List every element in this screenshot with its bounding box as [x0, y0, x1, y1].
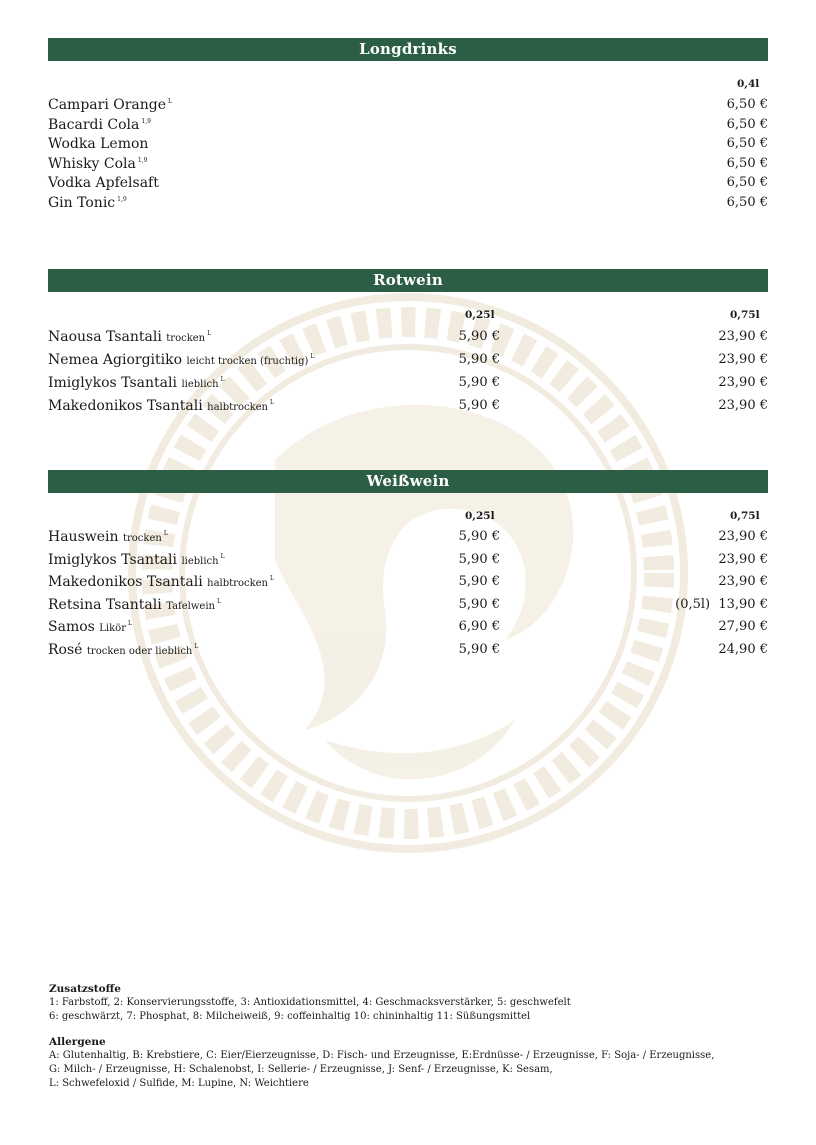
price: 5,90 €: [458, 329, 500, 344]
menu-item-row: [48, 329, 768, 351]
additive-marker: L: [127, 620, 132, 627]
item-note: lieblich: [181, 555, 219, 567]
item-note: Likör: [99, 623, 126, 634]
menu-item-row: [48, 398, 768, 420]
rotwein-section: [48, 269, 768, 414]
menu-item-row: [48, 375, 768, 397]
price: 5,90 €: [458, 375, 500, 390]
item-name: Bacardi Cola $^{1,9}$: [48, 116, 151, 133]
price: 5,90 €: [458, 398, 500, 413]
price: 23,90 €: [718, 398, 768, 413]
menu-item-row: [48, 597, 768, 619]
price: 5,90 €: [458, 641, 500, 657]
price: 5,90 €: [458, 574, 500, 589]
item-name: Hauswein trocken $^L$: [48, 529, 168, 545]
size-header: 0,4l: [737, 78, 760, 90]
price: 23,90 €: [718, 352, 768, 367]
menu-item-row: [48, 352, 768, 374]
item-name: Wodka Lemon: [48, 136, 149, 153]
price: 23,90 €: [718, 551, 768, 567]
additive-marker: L: [220, 552, 225, 560]
item-note: Tafelwein: [166, 600, 215, 612]
item-name: Campari Orange $^L$: [48, 97, 173, 113]
allergens-line: A: Glutenhaltig, B: Krebstiere, C: Eier/Eierzeugnisse, D: Fisch- und Erzeugnisse, E:Erdnüsse- / Erzeugnisse, F: Soja- / Erzeugnisse,: [49, 1050, 715, 1061]
price: 6,50 €: [726, 155, 768, 171]
price: 5,90 €: [458, 529, 500, 544]
additive-marker: 1,9: [137, 156, 148, 164]
item-name: Imiglykos Tsantali lieblich $^L$: [48, 551, 225, 568]
additive-marker: L: [168, 98, 173, 105]
additive-marker: 1,9: [141, 117, 151, 125]
price: 23,90 €: [718, 574, 768, 589]
price: 6,50 €: [726, 97, 768, 112]
additive-marker: L: [269, 399, 274, 406]
additives-line: 1: Farbstoff, 2: Konservierungsstoffe, 3: Antioxidationsmittel, 4: Geschmacksverstärker, 5: geschwefelt: [49, 997, 571, 1008]
item-name: Nemea Agiorgitiko leicht trocken (fruchtig) $^L$: [48, 352, 315, 368]
item-name: Samos Likör $^L$: [48, 619, 132, 635]
item-name: Imiglykos Tsantali lieblich $^L$: [48, 375, 225, 391]
menu-item-row: [48, 642, 768, 664]
price: 5,90 €: [458, 596, 500, 612]
additive-marker: L: [269, 575, 274, 582]
additive-marker: L: [194, 642, 199, 650]
menu-item-row: [48, 552, 768, 574]
menu-item-row: [48, 574, 768, 596]
menu-item-row: [48, 529, 768, 551]
item-note: halbtrocken: [207, 578, 268, 589]
item-note: lieblich: [181, 379, 219, 390]
section-title: Rotwein: [48, 269, 768, 292]
allergens-line: L: Schwefeloxid / Sulfide, M: Lupine, N: Weichtiere: [49, 1078, 309, 1089]
item-name: Makedonikos Tsantali halbtrocken $^L$: [48, 398, 274, 414]
size-header: 0,75l: [730, 309, 760, 321]
additive-marker: L: [207, 330, 212, 337]
longdrinks-section: [48, 38, 768, 211]
weisswein-section: [48, 470, 768, 658]
size-header: 0,75l: [730, 510, 760, 522]
menu-item-row: [48, 195, 768, 217]
price: 23,90 €: [718, 529, 768, 544]
additive-marker: L: [220, 376, 225, 383]
item-note: halbtrocken: [207, 402, 268, 413]
price: 6,50 €: [726, 175, 768, 191]
price: (0,5l) 13,90 €: [675, 596, 768, 612]
additive-marker: 1,9: [117, 196, 127, 203]
price: 27,90 €: [718, 619, 768, 634]
price: 6,50 €: [726, 195, 768, 210]
item-name: Whisky Cola $^{1,9}$: [48, 155, 148, 172]
price: 5,90 €: [458, 551, 500, 567]
price: 23,90 €: [718, 329, 768, 344]
item-name: Rosé trocken oder lieblich $^L$: [48, 641, 199, 658]
additive-marker: L: [163, 530, 168, 537]
price: 23,90 €: [718, 375, 768, 390]
section-title: Longdrinks: [48, 38, 768, 61]
size-header: 0,25l: [465, 309, 495, 321]
item-note: trocken: [122, 533, 162, 544]
item-name: Vodka Apfelsaft: [48, 175, 159, 192]
price: 24,90 €: [718, 641, 768, 657]
menu-item-row: [48, 619, 768, 641]
legend-footer: [49, 982, 714, 1091]
additive-marker: L: [216, 597, 221, 605]
price: 6,50 €: [726, 136, 768, 152]
allergens-line: G: Milch- / Erzeugnisse, H: Schalenobst, I: Sellerie- / Erzeugnisse, J: Senf- / Erzeugnisse, K: Sesam,: [49, 1064, 553, 1075]
item-name: Gin Tonic $^{1,9}$: [48, 195, 127, 211]
item-name: Naousa Tsantali trocken $^L$: [48, 329, 212, 345]
item-note: leicht trocken (fruchtig): [186, 356, 309, 367]
size-header: 0,25l: [465, 510, 495, 522]
additives-title: Zusatzstoffe: [49, 983, 121, 995]
additives-line: 6: geschwärzt, 7: Phosphat, 8: Milcheiweiß, 9: coffeinhaltig 10: chininhaltig 11: Süßungsmittel: [49, 1011, 531, 1022]
item-name: Retsina Tsantali Tafelwein $^L$: [48, 596, 221, 613]
item-note: trocken oder lieblich: [86, 645, 193, 657]
price: 6,50 €: [726, 116, 768, 132]
item-name: Makedonikos Tsantali halbtrocken $^L$: [48, 574, 274, 590]
price: 6,90 €: [458, 619, 500, 634]
additive-marker: L: [310, 353, 315, 360]
allergens-title: Allergene: [49, 1036, 106, 1048]
section-title: Weißwein: [48, 470, 768, 493]
price: 5,90 €: [458, 352, 500, 367]
item-note: trocken: [166, 333, 206, 344]
